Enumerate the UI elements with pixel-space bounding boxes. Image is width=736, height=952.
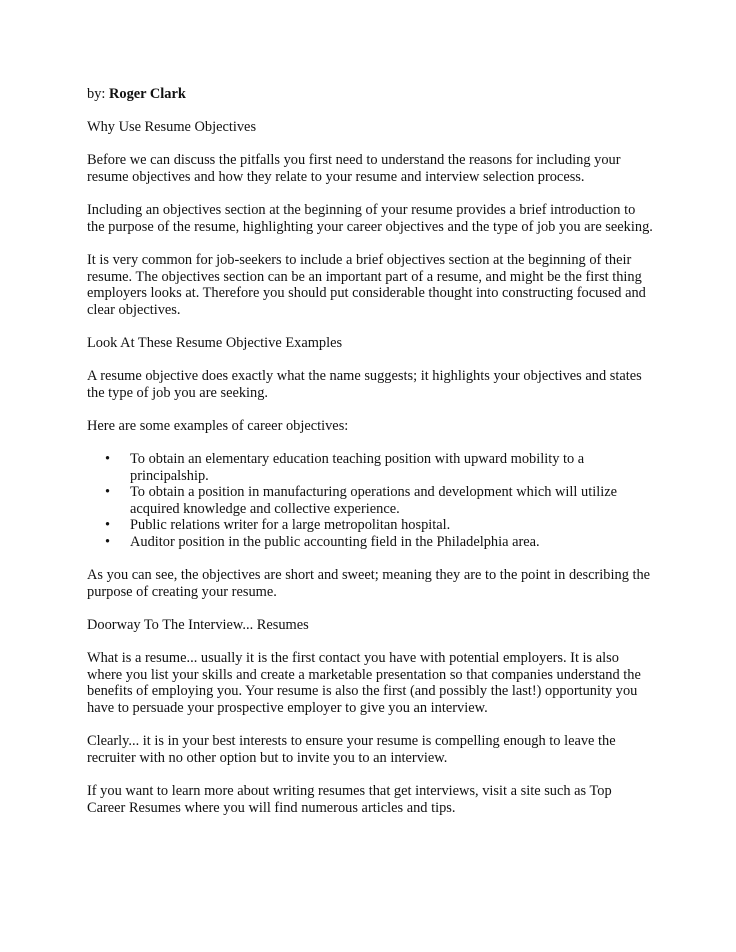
career-objectives-list: [87, 451, 653, 551]
list-item-text: Auditor position in the public accounting field in the Philadelphia area.: [130, 534, 540, 551]
paragraph-common-practice: It is very common for job-seekers to include a brief objectives section at the beginning of their resume. The objectives section can be an important part of a resume, and might be the first thing employers looks at. Therefore you should put considerable thought into constructing focused and clear objectives.: [87, 251, 646, 318]
heading-doorway-to-interview: Doorway To The Interview... Resumes: [87, 617, 309, 633]
heading-why-use-resume-objectives: Why Use Resume Objectives: [87, 119, 257, 136]
list-item: [87, 534, 653, 551]
paragraph-objective-definition: A resume objective does exactly what the name suggests; it highlights your objectives and states the type of job you are seeking.: [87, 368, 642, 401]
paragraph-short-and-sweet: As you can see, the objectives are short and sweet; meaning they are to the point in describing the purpose of creating your resume.: [87, 567, 651, 600]
paragraph-learn-more: If you want to learn more about writing resumes that get interviews, visit a site such as Top Career Resumes where you will find numerous articles and tips.: [87, 782, 612, 816]
paragraph-what-is-resume: What is a resume... usually it is the first contact you have with potential employers. It is also where you list your skills and create a marketable presentation so that companies understand the benefits of employing you. Your resume is also the first (and possibly the last!) opportunity you have to persuade your prospective employer to give you an interview.: [87, 650, 641, 716]
list-item: [87, 484, 653, 517]
byline: [87, 86, 653, 103]
bullet-icon: •: [105, 451, 111, 468]
heading-objective-examples: Look At These Resume Objective Examples: [87, 334, 343, 351]
bullet-icon: •: [105, 517, 111, 534]
byline-prefix: by:: [87, 86, 106, 102]
paragraph-intro: Before we can discuss the pitfalls you first need to understand the reasons for including your resume objectives and how they relate to your resume and interview selection process.: [87, 152, 621, 185]
document-page: [87, 86, 653, 833]
bullet-icon: •: [105, 534, 111, 551]
list-item-text: To obtain an elementary education teaching position with upward mobility to a principalship.: [130, 451, 585, 484]
list-item-text: To obtain a position in manufacturing operations and development which will utilize acquired knowledge and collective experience.: [130, 484, 617, 517]
list-item: [87, 517, 653, 534]
list-item: [87, 451, 653, 484]
paragraph-objectives-section: Including an objectives section at the beginning of your resume provides a brief introduction to the purpose of the resume, highlighting your career objectives and the type of job you are seeking.: [87, 202, 653, 235]
paragraph-compelling-resume: Clearly... it is in your best interests to ensure your resume is compelling enough to leave the recruiter with no other option but to invite you to an interview.: [87, 733, 616, 766]
author-name: Roger Clark: [109, 86, 186, 102]
bullet-icon: •: [105, 484, 111, 501]
paragraph-examples-intro: Here are some examples of career objectives:: [87, 417, 349, 434]
list-item-text: Public relations writer for a large metropolitan hospital.: [130, 517, 451, 534]
